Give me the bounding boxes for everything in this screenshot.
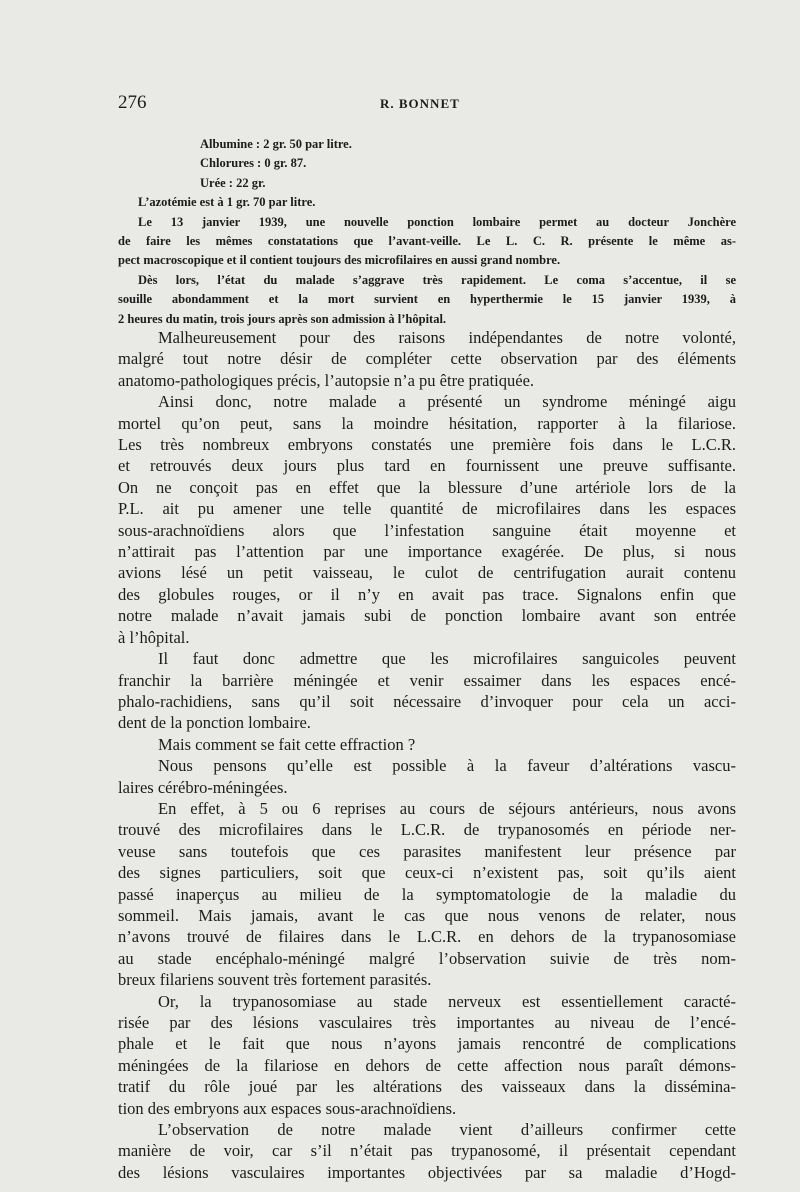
text-line: tion des embryons aux espaces sous-arachnoïdiens. xyxy=(118,1098,457,1118)
text-line: méningées de la filariose en dehors de cette affection nous paraît démons- xyxy=(118,1055,736,1075)
text-line: dent de la ponction lombaire. xyxy=(118,713,311,733)
text-line: Nous pensons qu’elle est possible à la faveur d’altérations vascu- xyxy=(158,756,736,776)
text-line: anatomo-pathologiques précis, l’autopsie n’a pu être pratiquée. xyxy=(118,370,535,390)
text-line: En effet, à 5 ou 6 reprises au cours de séjours antérieurs, nous avons xyxy=(158,798,736,818)
small-text-line: Dès lors, l’état du malade s’aggrave très rapidement. Le coma s’accentue, il se xyxy=(138,272,736,287)
page-number: 276 xyxy=(118,92,147,113)
small-text-line: 2 heures du matin, trois jours après son admission à l’hôpital. xyxy=(118,311,447,326)
text-line: trouvé des microfilaires dans le L.C.R. de trypanosomés en période ner- xyxy=(118,820,736,840)
text-line: P.L. ait pu amener une telle quantité de microfilaires dans les espaces xyxy=(118,499,736,519)
text-line: risée par des lésions vasculaires très importantes au niveau de l’encé- xyxy=(118,1013,736,1032)
text-line: veuse sans toutefois que ces parasites manifestent leur présence par xyxy=(118,841,736,861)
text-line: On ne conçoit pas en effet que la blessure d’une artériole lors de la xyxy=(118,477,736,497)
small-text-line: pect macroscopique et il contient toujours des microfilaires en aussi grand nombre. xyxy=(118,253,561,268)
small-text-line: Le 13 janvier 1939, une nouvelle ponction lombaire permet au docteur Jonchère xyxy=(138,214,736,229)
text-line: n’avons trouvé de filaires dans le L.C.R. en dehors de la trypanosomiase xyxy=(118,927,736,947)
text-line: à l’hôpital. xyxy=(118,627,190,647)
lab-uree: Urée : 22 gr. xyxy=(200,175,266,190)
running-head: R. BONNET xyxy=(380,96,460,111)
text-line: au stade encéphalo-méningé malgré l’observation suivie de très nom- xyxy=(118,948,736,968)
text-line: mortel qu’on peut, sans la moindre hésitation, rapporter à la filariose. xyxy=(118,413,736,433)
text-line: passé inaperçus au milieu de la symptomatologie de la maladie du xyxy=(118,884,736,904)
text-line: franchir la barrière méningée et venir essaimer dans les espaces encé- xyxy=(118,670,736,690)
text-line: sommeil. Mais jamais, avant le cas que nous venons de relater, nous xyxy=(118,905,736,925)
text-line: sous-arachnoïdiens alors que l’infestation sanguine était moyenne et xyxy=(118,520,736,540)
text-line: phale et le fait que nous n’ayons jamais rencontré de complications xyxy=(118,1034,736,1054)
lab-albumine: Albumine : 2 gr. 50 par litre. xyxy=(200,137,352,151)
lab-chlorures: Chlorures : 0 gr. 87. xyxy=(200,156,307,171)
text-line: et retrouvés deux jours plus tard en fournissent une preuve suffisante. xyxy=(118,456,736,476)
small-text-line: L’azotémie est à 1 gr. 70 par litre. xyxy=(138,195,316,210)
small-text-line: de faire les mêmes constatations que l’avant-veille. Le L. C. R. présente le même as- xyxy=(118,234,736,249)
text-line: des globules rouges, or il n’y en avait pas trace. Signalons enfin que xyxy=(118,584,736,604)
page-header xyxy=(118,92,718,118)
text-line: laires cérébro-méningées. xyxy=(118,777,288,797)
text-line: Or, la trypanosomiase au stade nerveux est essentiellement caracté- xyxy=(158,991,736,1011)
text-line: n’attirait pas l’attention par une importance exagérée. De plus, si nous xyxy=(118,542,736,562)
text-line: L’observation de notre malade vient d’ailleurs confirmer cette xyxy=(158,1120,736,1140)
text-line: phalo-rachidiens, sans qu’il soit nécessaire d’invoquer pour cela un acci- xyxy=(118,691,736,711)
main-text xyxy=(118,327,736,1183)
text-line: tratif du rôle joué par les altérations des vaisseaux dans la dissémina- xyxy=(118,1077,736,1097)
text-line: notre malade n’avait jamais subi de ponction lombaire avant son entrée xyxy=(118,606,736,626)
text-line: breux filariens souvent très fortement parasités. xyxy=(118,970,432,990)
text-line: avions lésé un petit vaisseau, le culot de centrifugation aurait contenu xyxy=(118,563,736,583)
text-line: des signes particuliers, soit que ceux-ci n’existent pas, soit qu’ils aient xyxy=(118,863,736,883)
text-line: Mais comment se fait cette effraction ? xyxy=(158,734,416,754)
text-line: malgré tout notre désir de compléter cette observation par des éléments xyxy=(118,349,736,369)
small-text-line: souille abondamment et la mort survient en hyperthermie le 15 janvier 1939, à xyxy=(118,292,736,307)
text-line: Il faut donc admettre que les microfilaires sanguicoles peuvent xyxy=(158,649,736,669)
text-line: Les très nombreux embryons constatés une première fois dans le L.C.R. xyxy=(118,435,736,455)
text-line: Malheureusement pour des raisons indépendantes de notre volonté, xyxy=(158,328,736,347)
observation-details xyxy=(118,135,736,329)
text-line: manière de voir, car s’il n’était pas trypanosomé, il présentait cependant xyxy=(118,1141,736,1161)
text-line: des lésions vasculaires importantes objectivées par sa maladie d’Hogd- xyxy=(118,1162,736,1182)
text-line: Ainsi donc, notre malade a présenté un syndrome méningé aigu xyxy=(158,392,736,412)
